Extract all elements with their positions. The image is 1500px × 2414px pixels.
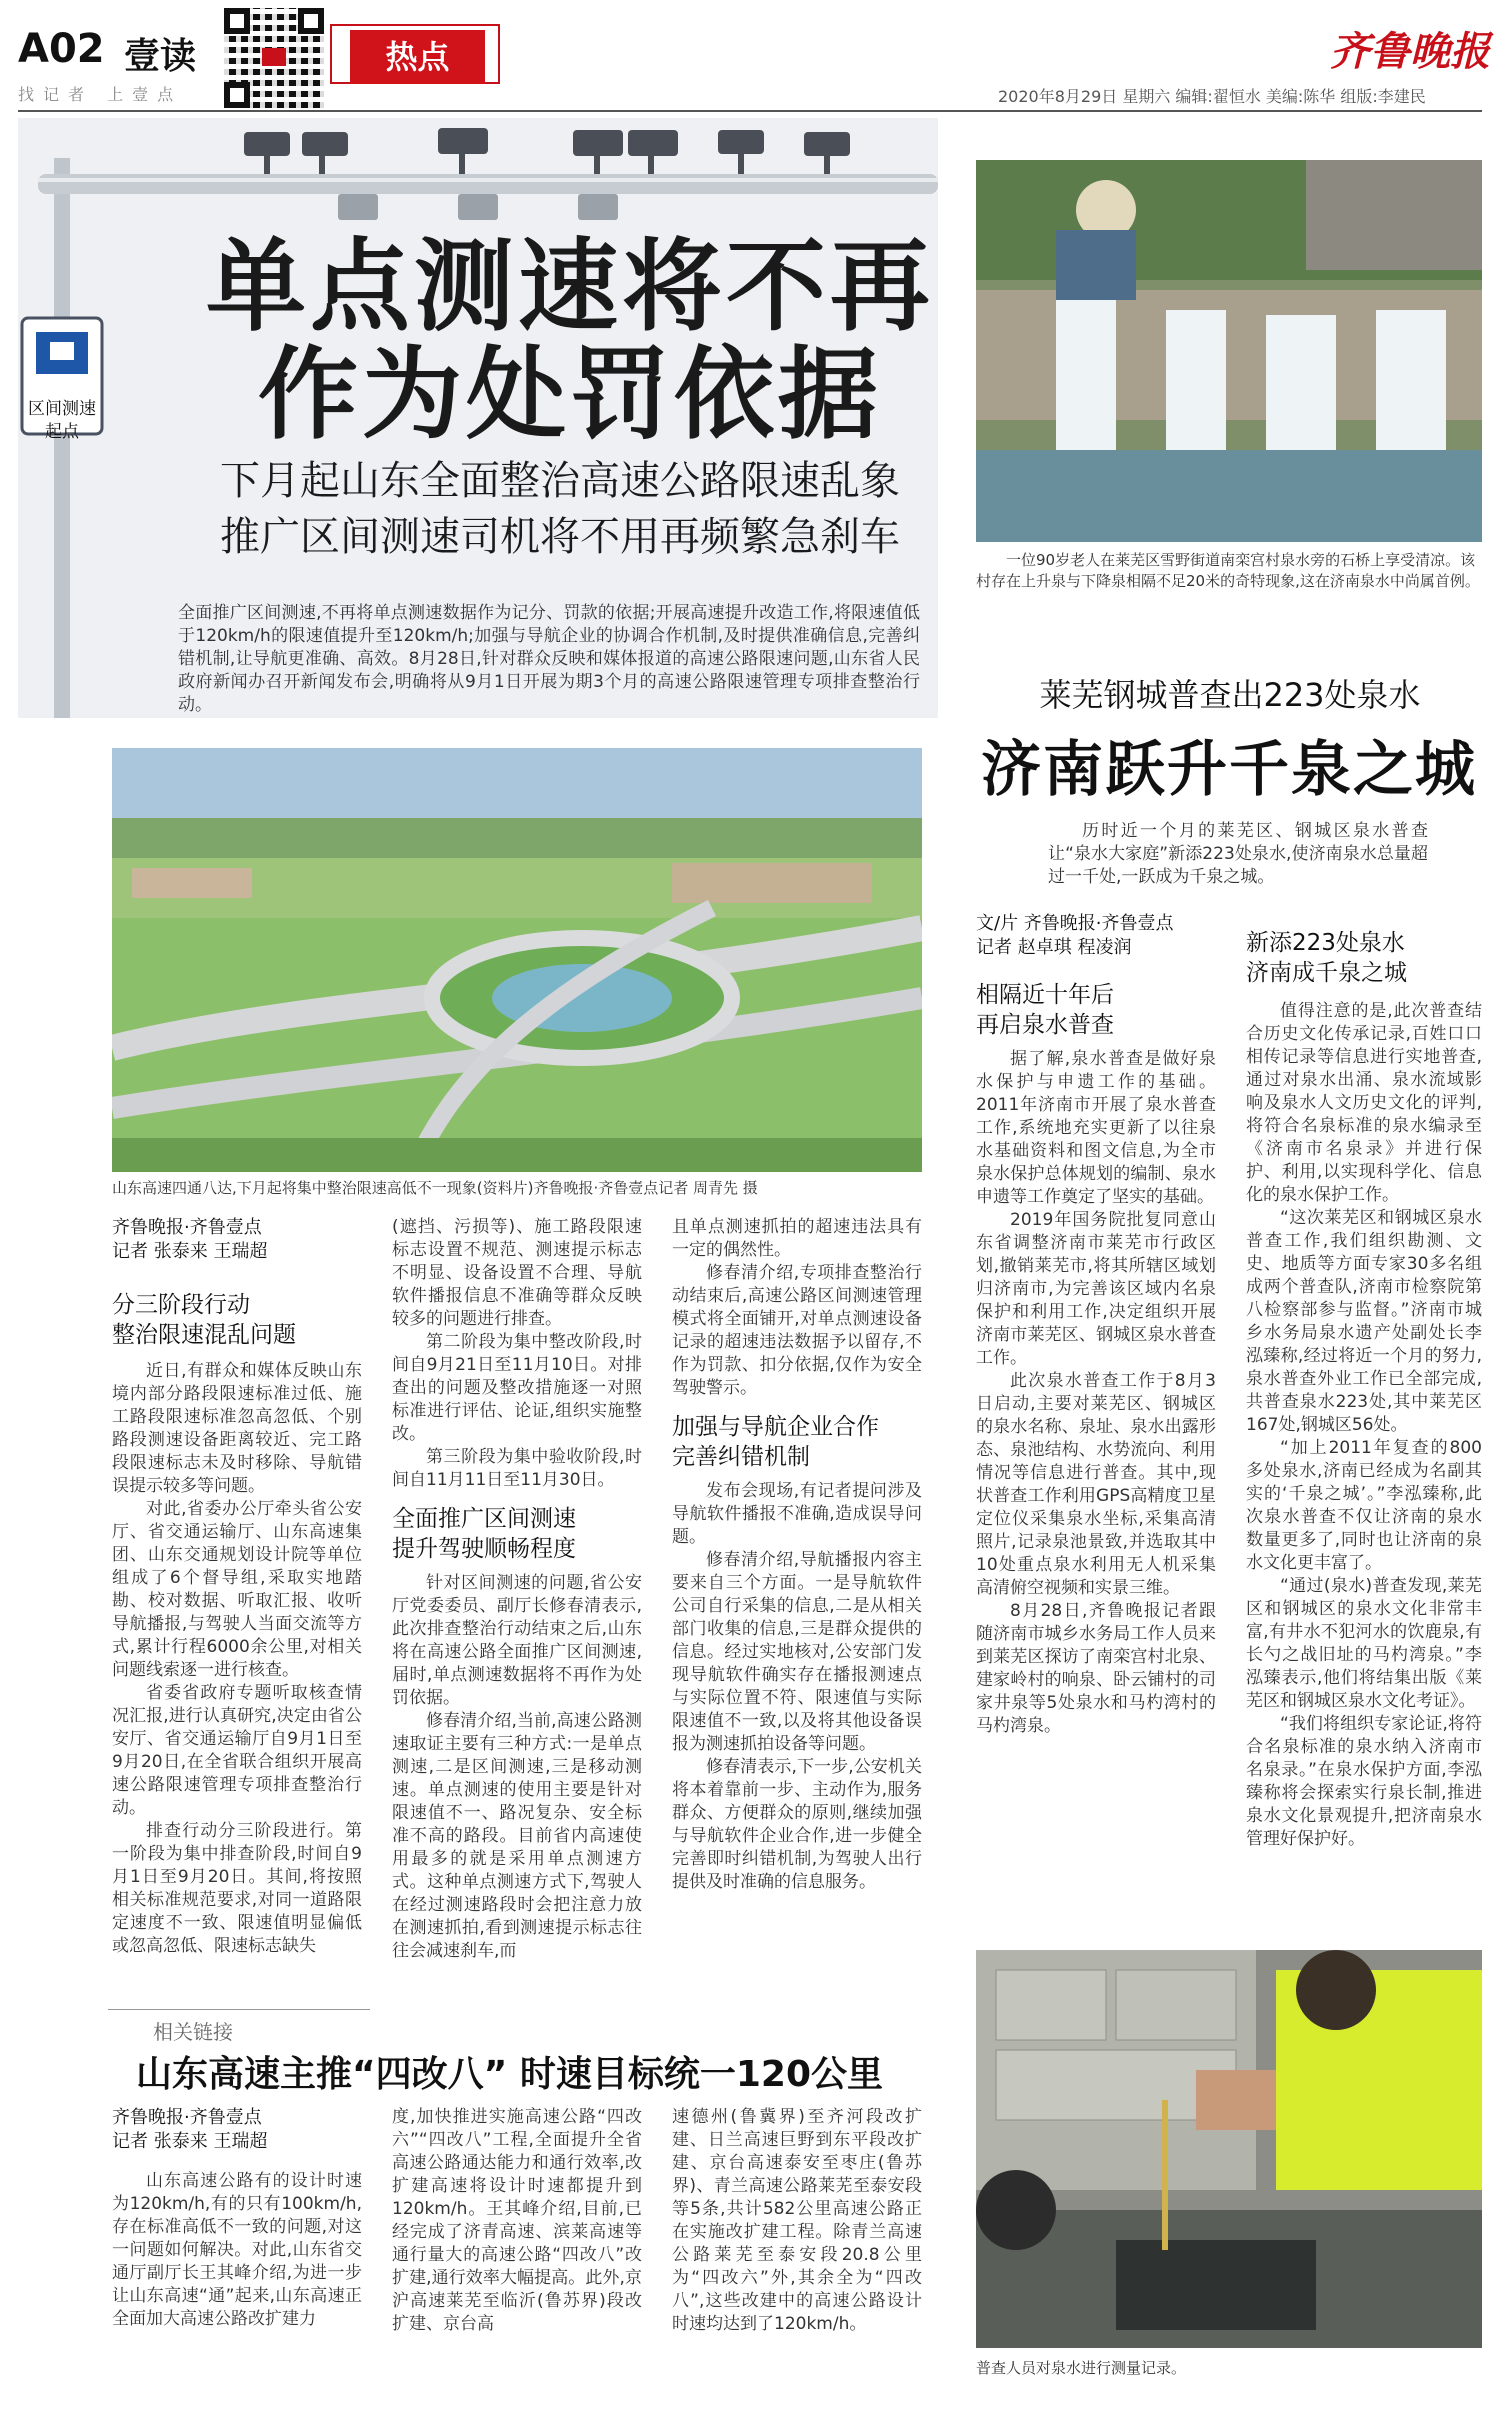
paragraph: 修春清介绍,专项排查整治行动结束后,高速公路区间测速管理模式将全面铺开,对单点测速设备记录的超速违法数据予以留存,不作为罚款、扣分依据,仅作为安全驾驶警示。	[672, 1263, 922, 1398]
right-subhead-2-line-2: 济南成千泉之城	[1246, 960, 1407, 986]
subheadline-line-1: 下月起山东全面整治高速公路限速乱象	[220, 458, 900, 504]
related-col-3	[672, 2106, 922, 2336]
paragraph: 对此,省委办公厅牵头省公安厅、省交通运输厅、山东高速集团、山东交通规划设计院等单位组成了6个督导组,采取实地踏勘、校对数据、听取汇报、收听导航播报,与驾驶人当面交流等方式,累计行程6000余公里,对相关问题线索逐一进行核查。	[112, 1499, 362, 1680]
lead-body-col-2	[392, 1216, 642, 1963]
paragraph: “我们将组织专家论证,将符合名泉标准的泉水纳入济南市名泉录。”在泉水保护方面,李泓臻称将会探索实行泉长制,推进泉水文化景观提升,把济南泉水管理好保护好。	[1246, 1714, 1482, 1849]
paragraph: 此次泉水普查工作于8月3日启动,主要对莱芜区、钢城区的泉水名称、泉址、泉水出露形态、泉池结构、水势流向、利用情况等信息进行普查。其中,现状普查工作利用GPS高精度卫星定位仪采集泉水坐标,采集高清照片,记录泉池景致,并选取其中10处重点泉水利用无人机采集高清俯空视频和实景三维。	[976, 1371, 1216, 1598]
right-body-col-2	[1246, 928, 1482, 1851]
right-lead: 历时近一个月的莱芜区、钢城区泉水普查让“泉水大家庭”新添223处泉水,使济南泉水总量超过一千处,一跃成为千泉之城。	[1048, 821, 1428, 887]
lead-body-col-3	[672, 1216, 922, 1894]
paragraph: 速德州(鲁冀界)至齐河段改扩建、日兰高速巨野到东平段改扩建、京台高速泰安至枣庄(鲁苏界)、青兰高速公路莱芜至泰安段等5条,共计582公里高速公路正在实施改扩建工程。除青兰高速公路莱芜至泰安段20.8公里为“四改六”外,其余全为“四改八”,这些改建中的高速公路设计时速均达到了120km/h。	[672, 2107, 922, 2334]
paragraph: 第二阶段为集中整改阶段,时间自9月21日至11月10日。对排查出的问题及整改措施逐一对照标准进行评估、论证,组织实施整改。	[392, 1332, 642, 1444]
paragraph: 针对区间测速的问题,省公安厅党委委员、副厅长修春清表示,此次排查整治行动结束之后,山东将在高速公路全面推广区间测速,届时,单点测速数据将不再作为处罚依据。	[392, 1573, 642, 1708]
paragraph: 8月28日,齐鲁晚报记者跟随济南市城乡水务局工作人员来到莱芜区探访了南栾宫村北泉、建家岭村的响泉、卧云铺村的司家井泉等5处泉水和马杓湾村的马杓湾泉。	[976, 1601, 1216, 1736]
paragraph: 省委省政府专题听取核查情况汇报,进行认真研究,决定由省公安厅、省交通运输厅自9月1日至9月20日,在全省联合组织开展高速公路限速管理专项排查整治行动。	[112, 1683, 362, 1818]
right-headline: 济南跃升千泉之城	[981, 735, 1477, 805]
paragraph: 2019年国务院批复同意山东省调整济南市莱芜市行政区划,撤销莱芜市,将其所辖区域划归济南市,为完善该区域内名泉保护和利用工作,决定组织开展济南市莱芜区、钢城区泉水普查工作。	[976, 1210, 1216, 1368]
paragraph: 据了解,泉水普查是做好泉水保护与申遗工作的基础。2011年济南市开展了泉水普查工作,系统地充实更新了以往泉水基础资料和图文信息,为全市泉水保护总体规划的编制、泉水申遗等工作奠定了坚实的基础。	[976, 1049, 1216, 1207]
right-byline-reporters: 记者 赵卓琪 程凌润	[976, 937, 1132, 958]
spring-waterfall-photo[interactable]	[976, 160, 1482, 542]
paragraph: “这次莱芜区和钢城区泉水普查工作,我们组织勘测、文史、地质等方面专家30多名组成两个普查队,济南市检察院第八检察部参与监督。”济南市城乡水务局泉水遗产处副处长李泓臻称,经过将近一个月的努力,泉水普查外业工作已全部完成,共普查泉水223处,其中莱芜区167处,钢城区56处。	[1246, 1208, 1482, 1435]
lead-paragraph: 全面推广区间测速,不再将单点测速数据作为记分、罚款的依据;开展高速提升改造工作,将限速值低于120km/h的限速值提升至120km/h;加强与导航企业的协调合作机制,及时提供准确信息,完善纠错机制,让导航更准确、高效。8月28日,针对群众反映和媒体报道的高速公路限速问题,山东省人民政府新闻办召开新闻发布会,明确将从9月1日开展为期3个月的高速公路限速管理专项排查整治行动。	[178, 603, 920, 715]
subhead-2-line-2: 提升驾驶顺畅程度	[392, 1536, 576, 1562]
slogan: 找记者 上壹点	[18, 85, 183, 104]
header-rule	[18, 110, 1482, 112]
spring-measurement-photo[interactable]	[976, 1950, 1482, 2348]
paragraph: 山东高速公路有的设计时速为120km/h,有的只有100km/h,存在标准高低不一致的问题,对这一问题如何解决。对此,山东省交通厅副厅长王其峰介绍,为进一步让山东高速“通”起来,山东高速正全面加大高速公路改扩建力	[112, 2171, 362, 2329]
paragraph: “通过(泉水)普查发现,莱芜区和钢城区的泉水文化非常丰富,有井水不犯河水的饮鹿泉,有长勺之战旧址的马杓湾泉。”李泓臻表示,他们将结集出版《莱芜区和钢城区泉水文化考证》。	[1246, 1576, 1482, 1711]
subheadline-line-2: 推广区间测速司机将不用再频繁急刹车	[220, 514, 900, 560]
paragraph: 修春清介绍,导航播报内容主要来自三个方面。一是导航软件公司自行采集的信息,二是从相关部门收集的信息,三是群众提供的信息。经过实地核对,公安部门发现导航软件确实存在播报测速点与实际位置不符、限速值与实际限速值不一致,以及将其他设备误报为测速抓拍设备等问题。	[672, 1550, 922, 1754]
right-body-col-1	[976, 912, 1216, 1738]
related-byline-reporters: 记者 张泰来 王瑞超	[112, 2131, 268, 2152]
subhead-3-line-1: 加强与导航企业合作	[672, 1414, 879, 1440]
right-subhead-2-line-1: 新添223处泉水	[1246, 930, 1405, 956]
subhead-1-line-2: 整治限速混乱问题	[112, 1322, 296, 1348]
newspaper-logo: 齐鲁晚报	[1330, 28, 1490, 75]
related-headline: 山东高速主推“四改八” 时速目标统一120公里	[136, 2054, 884, 2095]
paragraph: 且单点测速抓拍的超速违法具有一定的偶然性。	[672, 1217, 922, 1260]
paragraph: 修春清介绍,当前,高速公路测速取证主要有三种方式:一是单点测速,二是区间测速,三是移动测速。单点测速的使用主要是针对限速值不一、路况复杂、安全标准不高的路段。目前省内高速使用最多的就是采用单点测速方式。这种单点测速方式下,驾驶人在经过测速路段时会把注意力放在测速抓拍,看到测速提示标志往往会减速刹车,而	[392, 1711, 642, 1961]
paragraph: 发布会现场,有记者提问涉及导航软件播报不准确,造成误导问题。	[672, 1481, 922, 1547]
paragraph: (遮挡、污损等)、施工路段限速标志设置不规范、测速提示标志不明显、设备设置不合理、导航软件播报信息不准确等群众反映较多的问题进行排查。	[392, 1217, 642, 1329]
edition-meta: 2020年8月29日 星期六 编辑:翟恒水 美编:陈华 组版:李建民	[998, 87, 1426, 106]
right-kicker: 莱芜钢城普查出223处泉水	[1039, 676, 1421, 714]
paragraph: 度,加快推进实施高速公路“四改六”“四改八”工程,全面提升全省高速公路通达能力和通行效率,改扩建高速将设计时速都提升到120km/h。王其峰介绍,目前,已经完成了济青高速、滨莱高速等通行量大的高速公路“四改八”改扩建,通行效率大幅提高。此外,京沪高速莱芜至临沂(鲁苏界)段改扩建、京台高	[392, 2107, 642, 2334]
section-tag: 热点	[350, 30, 485, 84]
paragraph: “加上2011年复查的800多处泉水,济南已经成为名副其实的‘千泉之城’。”李泓臻称,此次泉水普查不仅让济南的泉水数量更多了,同时也让济南的泉水文化更丰富了。	[1246, 1438, 1482, 1573]
paragraph: 排查行动分三阶段进行。第一阶段为集中排查阶段,时间自9月1日至9月20日。其间,将按照相关标准规范要求,对同一道路限定速度不一致、限速值明显偏低或忽高忽低、限速标志缺失	[112, 1821, 362, 1956]
sign-text-2: 起点	[45, 422, 79, 442]
lead-body-col-1	[112, 1216, 362, 1958]
headline-line-2: 作为处罚依据	[258, 336, 882, 453]
right-byline-outlet: 文/片 齐鲁晚报·齐鲁壹点	[976, 913, 1174, 934]
paragraph: 值得注意的是,此次普查结合历史文化传承记录,百姓口口相传记录等信息进行实地普查,通过对泉水出涌、泉水流域影响及泉水人文历史文化的评判,将符合名泉标准的泉水编录至《济南市名泉录》并进行保护、利用,以实现科学化、信息化的泉水保护工作。	[1246, 1001, 1482, 1205]
related-col-2	[392, 2106, 642, 2336]
qr-code-icon[interactable]	[224, 8, 324, 108]
right-subhead-1-line-2: 再启泉水普查	[976, 1012, 1114, 1038]
measurement-photo-caption: 普查人员对泉水进行测量记录。	[976, 2359, 1187, 2377]
page-number: A02	[18, 26, 105, 72]
right-subhead-1-line-1: 相隔近十年后	[976, 982, 1114, 1008]
byline-outlet: 齐鲁晚报·齐鲁壹点	[112, 1217, 262, 1238]
related-col-1	[112, 2106, 362, 2331]
related-byline-outlet: 齐鲁晚报·齐鲁壹点	[112, 2107, 262, 2128]
subhead-3-line-2: 完善纠错机制	[672, 1444, 810, 1470]
byline-reporters: 记者 张泰来 王瑞超	[112, 1241, 268, 1262]
paragraph: 修春清表示,下一步,公安机关将本着靠前一步、主动作为,服务群众、方便群众的原则,继续加强与导航软件企业合作,进一步健全完善即时纠错机制,为驾驶人出行提供及时准确的信息服务。	[672, 1757, 922, 1892]
headline-line-1: 单点测速将不再	[206, 228, 934, 345]
related-link-tag: 相关链接	[108, 2009, 370, 2039]
section-name: 壹读	[124, 36, 197, 77]
highway-interchange-photo[interactable]	[112, 748, 922, 1172]
subhead-2-line-1: 全面推广区间测速	[392, 1506, 576, 1532]
spring-photo-caption: 一位90岁老人在莱芜区雪野街道南栾宫村泉水旁的石桥上享受清凉。该村存在上升泉与下降泉相隔不足20米的奇特现象,这在济南泉水中尚属首例。	[976, 551, 1480, 590]
highway-photo-caption: 山东高速四通八达,下月起将集中整治限速高低不一现象(资料片)齐鲁晚报·齐鲁壹点记者 周青先 摄	[112, 1179, 758, 1197]
sign-text-1: 区间测速	[28, 399, 96, 419]
paragraph: 近日,有群众和媒体反映山东境内部分路段限速标准过低、施工路段限速标准忽高忽低、个别路段测速设备距离较近、完工路段限速标志未及时移除、导航错误提示较多等问题。	[112, 1361, 362, 1496]
subhead-1-line-1: 分三阶段行动	[112, 1292, 250, 1318]
paragraph: 第三阶段为集中验收阶段,时间自11月11日至11月30日。	[392, 1447, 642, 1490]
